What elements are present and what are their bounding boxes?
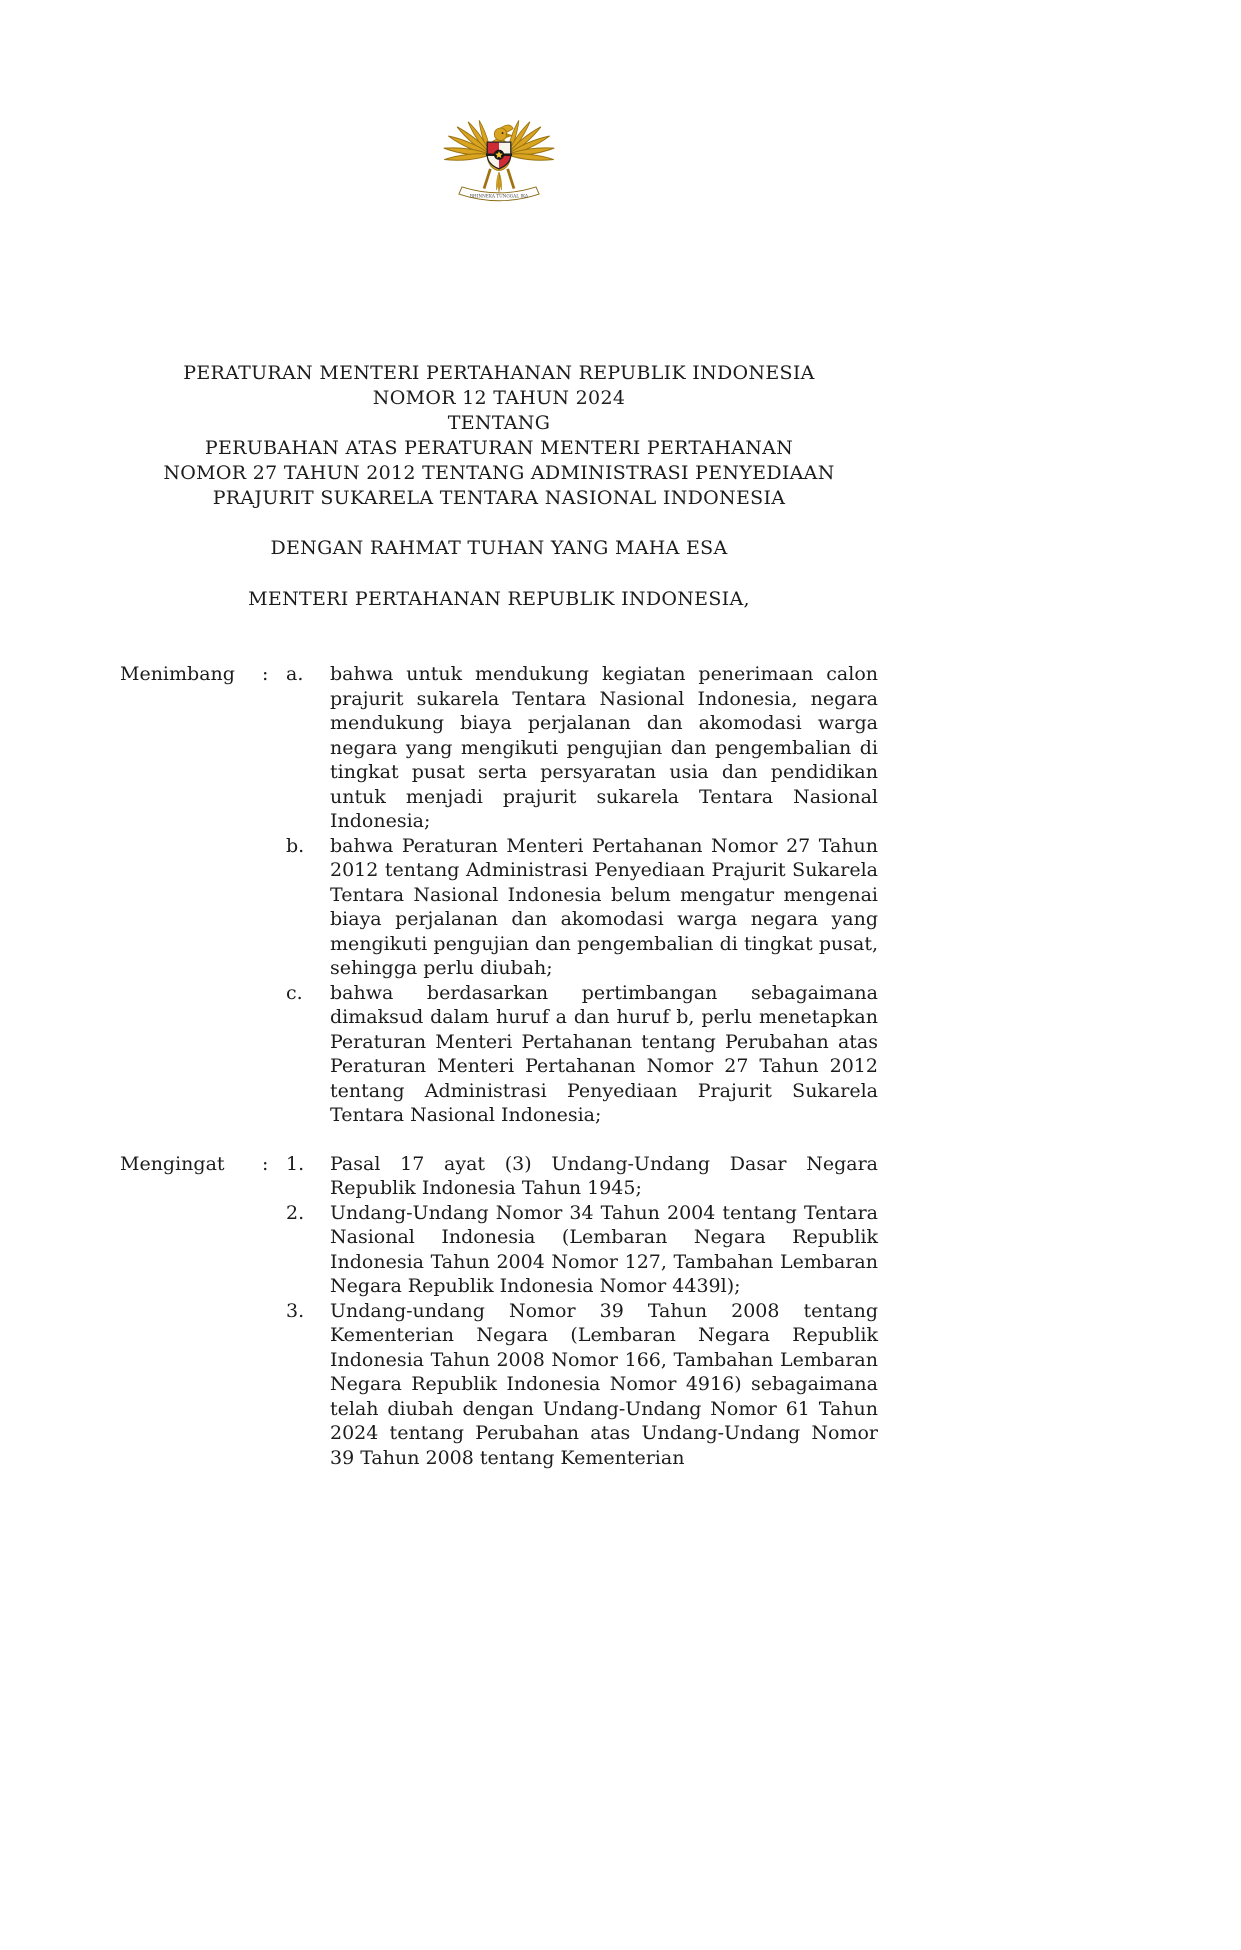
title-line: NOMOR 12 TAHUN 2024: [372, 387, 626, 409]
title-line: PERATURAN MENTERI PERTAHANAN REPUBLIK INDONESIA: [183, 362, 815, 384]
garuda-pancasila-icon: [440, 92, 558, 219]
list-item: [286, 834, 878, 981]
banner-motto: BHINNEKA TUNGGAL IKA: [469, 193, 529, 199]
list-item: [286, 1201, 878, 1299]
item-marker: a.: [286, 663, 304, 685]
garuda-tail: [495, 172, 502, 192]
document-content: [120, 0, 878, 1470]
item-text: bahwa berdasarkan pertimbangan sebagaimana dimaksud dalam huruf a dan huruf b, perlu menetapkan Peraturan Menteri Pertahanan tentang Perubahan atas Peraturan Menteri Pertahanan Nomor 27 Tahun 2012 tentang Administrasi Penyediaan Prajurit Sukarela Tentara Nasional Indonesia;: [330, 981, 878, 1126]
item-marker: 2.: [286, 1201, 305, 1224]
section-items: [286, 1152, 878, 1471]
section-label: Mengingat: [120, 1152, 225, 1175]
section-colon: :: [262, 1152, 269, 1175]
section-colon: :: [262, 663, 269, 685]
item-marker: 3.: [286, 1299, 305, 1322]
title-block: [120, 361, 878, 511]
title-line: NOMOR 27 TAHUN 2012 TENTANG ADMINISTRASI PENYEDIAAN: [163, 462, 835, 484]
section-mengingat: [120, 1152, 878, 1471]
item-text: bahwa Peraturan Menteri Pertahanan Nomor 27 Tahun 2012 tentang Administrasi Penyediaan Prajurit Sukarela Tentara Nasional Indonesia belum mengatur mengenai biaya perjalanan dan akomodasi warga negara yang mengikuti pengujian dan pengembalian di tingkat pusat, sehingga perlu diubah;: [330, 834, 878, 979]
title-line: TENTANG: [447, 412, 551, 434]
item-marker: b.: [286, 834, 305, 857]
invocation-line: DENGAN RAHMAT TUHAN YANG MAHA ESA: [270, 537, 728, 559]
emblem-container: [120, 92, 878, 219]
item-text: bahwa untuk mendukung kegiatan penerimaan calon prajurit sukarela Tentara Nasional Indonesia, negara mendukung biaya perjalanan dan akomodasi warga negara yang mengikuti pengujian dan pengembalian di tingkat pusat serta persyaratan usia dan pendidikan untuk menjadi prajurit sukarela Tentara Nasional Indonesia;: [330, 663, 878, 832]
authority-line: MENTERI PERTAHANAN REPUBLIK INDONESIA,: [248, 588, 750, 610]
sections: [120, 662, 878, 1470]
item-text: Pasal 17 ayat (3) Undang-Undang Dasar Negara Republik Indonesia Tahun 1945;: [330, 1152, 878, 1199]
list-item: [286, 1299, 878, 1471]
section-items: [286, 662, 878, 1128]
list-item: [286, 981, 878, 1128]
section-label: Menimbang: [120, 663, 235, 685]
item-marker: c.: [286, 981, 303, 1004]
title-line: PERUBAHAN ATAS PERATURAN MENTERI PERTAHANAN: [204, 437, 794, 459]
item-text: Undang-undang Nomor 39 Tahun 2008 tentang Kementerian Negara (Lembaran Negara Republik Indonesia Tahun 2008 Nomor 166, Tambahan Lembaran Negara Republik Indonesia Nomor 4916) sebagaimana telah diubah dengan Undang-Undang Nomor 61 Tahun 2024 tentang Perubahan atas Undang-Undang Nomor 39 Tahun 2008 tentang Kementerian: [330, 1299, 878, 1469]
section-menimbang: [120, 662, 878, 1128]
list-item: [286, 662, 878, 834]
item-text: Undang-Undang Nomor 34 Tahun 2004 tentang Tentara Nasional Indonesia (Lembaran Negara Republik Indonesia Tahun 2004 Nomor 127, Tambahan Lembaran Negara Republik Indonesia Nomor 4439l);: [330, 1201, 878, 1297]
list-item: [286, 1152, 878, 1201]
item-marker: 1.: [286, 1152, 305, 1175]
title-line: PRAJURIT SUKARELA TENTARA NASIONAL INDONESIA: [212, 487, 786, 509]
